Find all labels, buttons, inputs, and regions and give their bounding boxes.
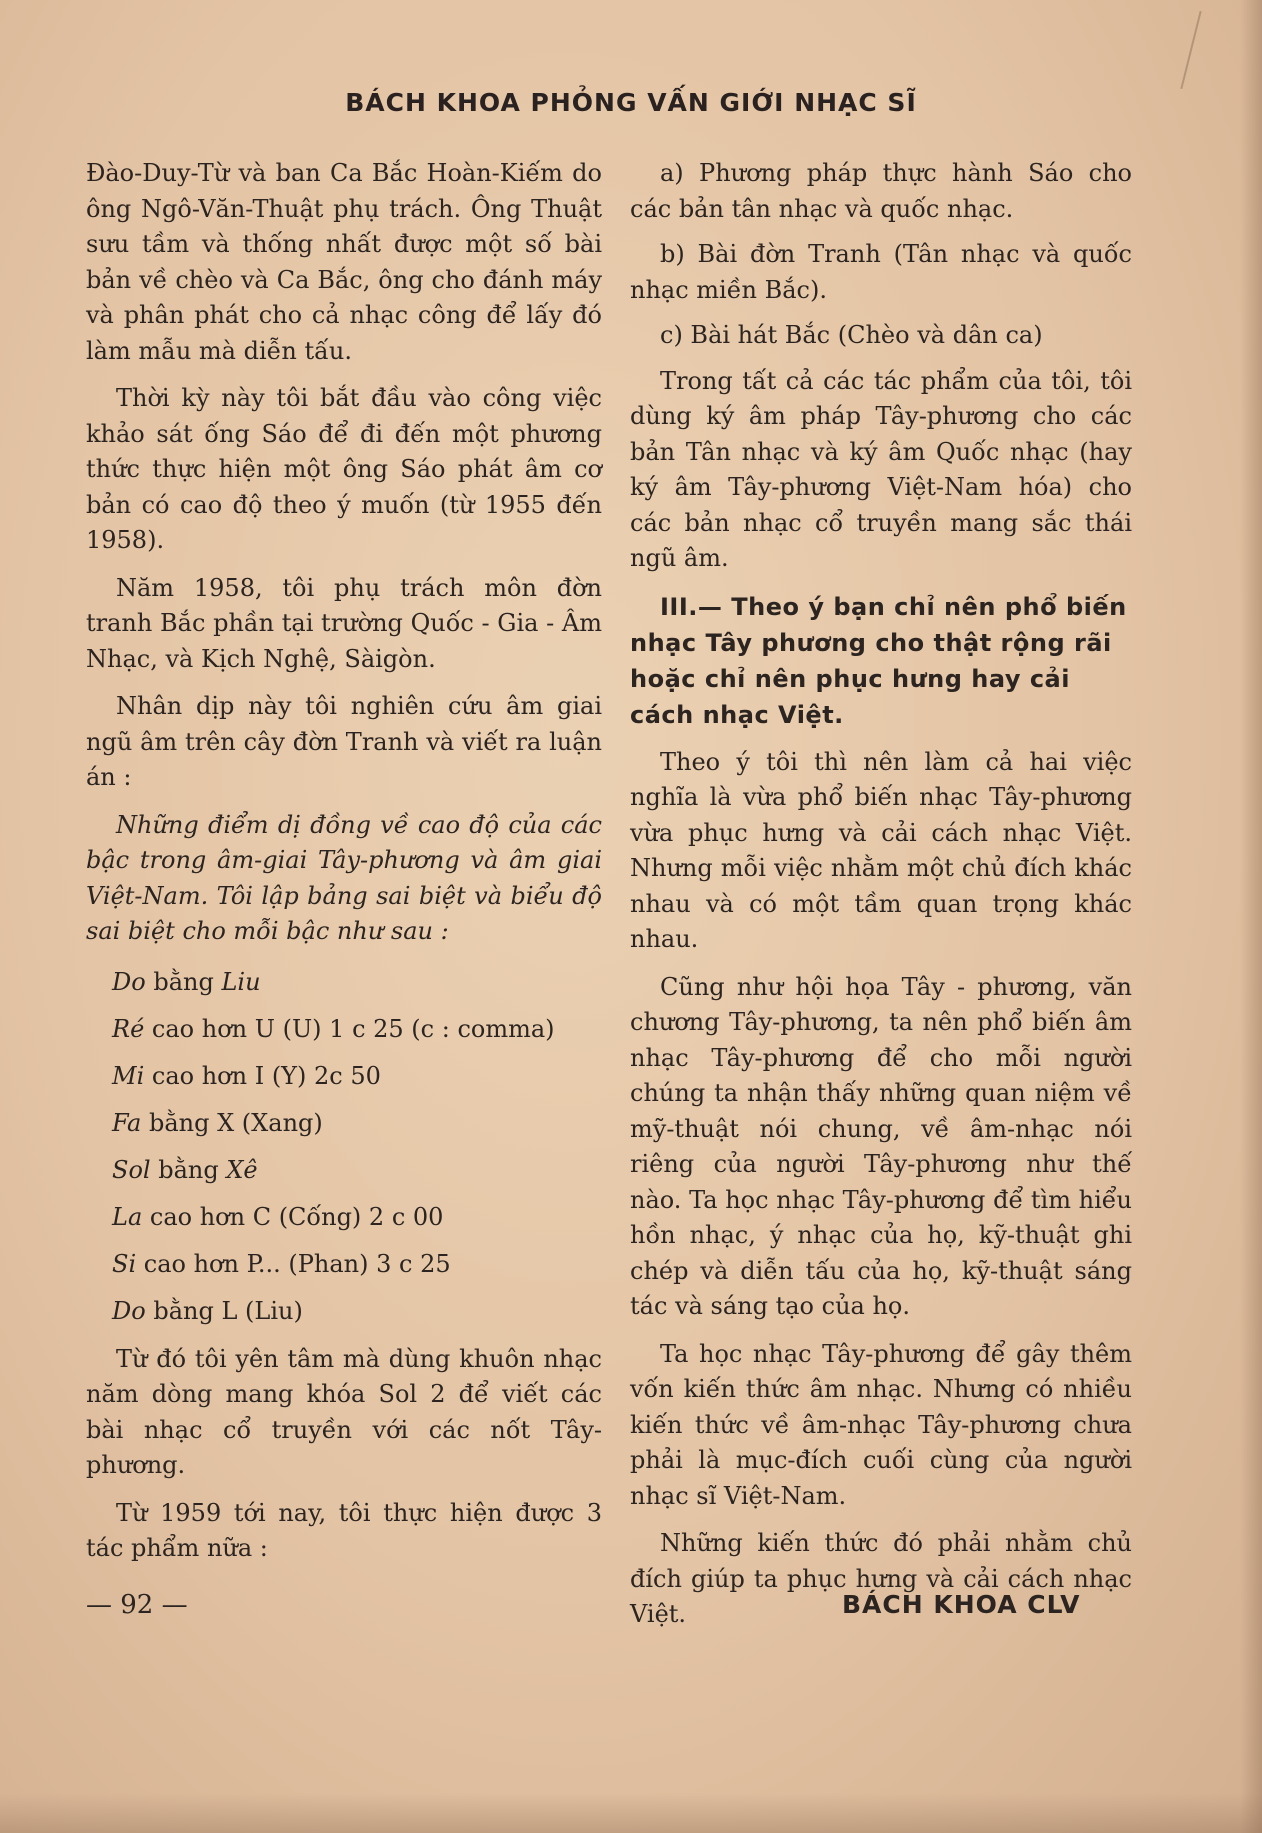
list-item: Si cao hơn P... (Phan) 3 c 25 — [112, 1249, 451, 1278]
page-bottom-shadow — [0, 1793, 1262, 1833]
list-item: c) Bài hát Bắc (Chèo và dân ca) — [660, 321, 1043, 349]
right-column — [630, 156, 1132, 1645]
list-item: Fa bằng X (Xang) — [112, 1108, 323, 1137]
paragraph: Đào-Duy-Từ và ban Ca Bắc Hoàn-Kiếm do ông Ngô-Văn-Thuật phụ trách. Ông Thuật sưu tầm và thống nhất được một số bài bản về chèo và Ca Bắc, ông cho đánh máy và phân phát cho cả nhạc công để lấy đó làm mẫu mà diễn tấu. — [86, 159, 602, 365]
magazine-issue: BÁCH KHOA CLV — [842, 1590, 1081, 1619]
paragraph: Nhân dịp này tôi nghiên cứu âm giai ngũ âm trên cây đờn Tranh và viết ra luận án : — [86, 692, 602, 791]
list-item: Do bằng Liu — [112, 967, 261, 996]
section-question: III.— Theo ý bạn chỉ nên phổ biến nhạc Tây phương cho thật rộng rãi hoặc chỉ nên phục hưng hay cải cách nhạc Việt. — [630, 592, 1127, 729]
left-column — [86, 156, 602, 1579]
list-item: Sol bằng Xê — [112, 1155, 258, 1184]
paragraph: Theo ý tôi thì nên làm cả hai việc nghĩa là vừa phổ biến nhạc Tây-phương vừa phục hưng và cải cách nhạc Việt. Nhưng mỗi việc nhằm một chủ đích khác nhau và có một tầm quan trọng khác nhau. — [630, 747, 1132, 953]
list-item: b) Bài đờn Tranh (Tân nhạc và quốc nhạc miền Bắc). — [630, 240, 1132, 304]
works-list — [630, 156, 1132, 354]
paper-fold-mark — [1180, 11, 1201, 89]
list-item: Ré cao hơn U (U) 1 c 25 (c : comma) — [112, 1014, 555, 1043]
pitch-comparison-list — [86, 962, 602, 1332]
list-item: Mi cao hơn I (Y) 2c 50 — [112, 1061, 381, 1090]
paragraph: Trong tất cả các tác phẩm của tôi, tôi dùng ký âm pháp Tây-phương cho các bản Tân nhạc và ký âm Quốc nhạc (hay ký âm Tây-phương Việt-Nam hóa) cho các bản nhạc cổ truyền mang sắc thái ngũ âm. — [630, 366, 1132, 572]
paragraph: Năm 1958, tôi phụ trách môn đờn tranh Bắc phần tại trường Quốc - Gia - Âm Nhạc, và Kịch Nghệ, Sàigòn. — [86, 573, 602, 673]
paragraph: Từ đó tôi yên tâm mà dùng khuôn nhạc năm dòng mang khóa Sol 2 để viết các bài nhạc cổ truyền với các nốt Tây-phương. — [86, 1344, 602, 1479]
thesis-title: Những điểm dị đồng về cao độ của các bậc trong âm-giai Tây-phương và âm giai Việt-Nam. Tôi lập bảng sai biệt và biểu độ sai biệt cho mỗi bậc như sau : — [86, 810, 602, 945]
list-item: Do bằng L (Liu) — [112, 1296, 303, 1325]
paragraph: Ta học nhạc Tây-phương để gây thêm vốn kiến thức âm nhạc. Nhưng có nhiều kiến thức về âm-nhạc Tây-phương chưa phải là mục-đích cuối cùng của người nhạc sĩ Việt-Nam. — [630, 1339, 1132, 1510]
paragraph: Từ 1959 tới nay, tôi thực hiện được 3 tác phẩm nữa : — [86, 1498, 602, 1562]
paragraph: Những kiến thức đó phải nhằm chủ đích giúp ta phục hưng và cải cách nhạc Việt. — [630, 1529, 1132, 1628]
running-head: BÁCH KHOA PHỎNG VẤN GIỚI NHẠC SĨ — [345, 88, 917, 117]
list-item: La cao hơn C (Cống) 2 c 00 — [112, 1202, 444, 1231]
paragraph: Cũng như hội họa Tây - phương, văn chương Tây-phương, ta nên phổ biến âm nhạc Tây-phương để cho mỗi người chúng ta nhận thấy những quan niệm về mỹ-thuật nói chung, về âm-nhạc nói riêng của người Tây-phương như thế nào. Ta học nhạc Tây-phương để tìm hiểu hồn nhạc, ý nhạc của họ, kỹ-thuật ghi chép và diễn tấu của họ, kỹ-thuật sáng tác và sáng tạo của họ. — [630, 972, 1132, 1320]
page-number: — 92 — — [86, 1590, 188, 1620]
paragraph: Thời kỳ này tôi bắt đầu vào công việc khảo sát ống Sáo để đi đến một phương thức thực hiện một ông Sáo phát âm cơ bản có cao độ theo ý muốn (từ 1955 đến 1958). — [86, 384, 602, 554]
page-edge-shadow — [1240, 0, 1262, 1833]
list-item: a) Phương pháp thực hành Sáo cho các bản tân nhạc và quốc nhạc. — [630, 159, 1132, 223]
